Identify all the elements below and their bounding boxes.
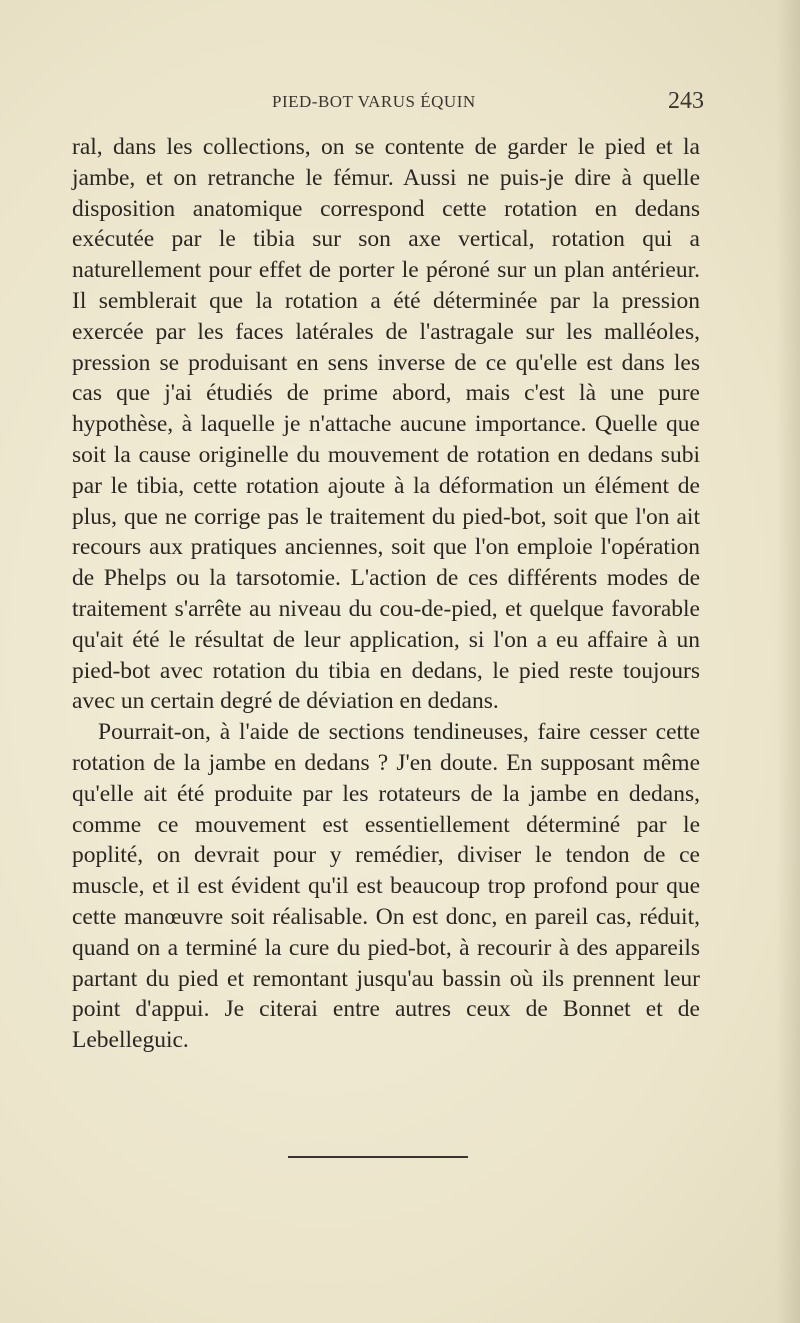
section-end-rule	[288, 1156, 468, 1158]
paragraph-continued: ral, dans les collections, on se contente de garder le pied et la jambe, et on retranche le fémur. Aussi ne puis-je dire à quelle disposition anatomique correspond cette rotation en dedans exécutée par le tibia sur son axe vertical, rotation qui a naturellement pour effet de porter le péroné sur un plan antérieur. Il semblerait que la rotation a été déterminée par la pression exercée par les faces latérales de l'astragale sur les malléoles, pression se produisant en sens inverse de ce qu'elle est dans les cas que j'ai étudiés de prime abord, mais c'est là une pure hypothèse, à laquelle je n'attache aucune importance. Quelle que soit la cause originelle du mouvement de rotation en dedans subi par le tibia, cette rotation ajoute à la déformation un élément de plus, que ne corrige pas le traitement du pied-bot, soit que l'on ait recours aux pratiques anciennes, soit que l'on emploie l'opération de Phelps ou la tarsotomie. L'action de ces différents modes de traitement s'arrête au niveau du cou-de-pied, et quelque favorable qu'ait été le résultat de leur application, si l'on a eu affaire à un pied-bot avec rotation du tibia en dedans, le pied reste toujours avec un certain degré de déviation en dedans.	[72, 134, 700, 715]
page-number: 243	[668, 88, 704, 114]
running-title: PIED-BOT VARUS ÉQUIN	[272, 92, 476, 111]
running-head	[72, 88, 704, 118]
paragraph: Pourrait-on, à l'aide de sections tendineuses, faire cesser cette rotation de la jambe en dedans ? J'en doute. En supposant même qu'elle ait été produite par les rotateurs de la jambe en dedans, comme ce mouvement est essentiellement déterminé par le poplité, on devrait pour y remédier, diviser le tendon de ce muscle, et il est évident qu'il est beaucoup trop profond pour que cette manœuvre soit réalisable. On est donc, en pareil cas, réduit, quand on a terminé la cure du pied-bot, à recourir à des appareils partant du pied et remontant jusqu'au bassin où ils prennent leur point d'appui. Je citerai entre autres ceux de Bonnet et de Lebelleguic.	[72, 719, 700, 1054]
body-text	[72, 132, 700, 1056]
